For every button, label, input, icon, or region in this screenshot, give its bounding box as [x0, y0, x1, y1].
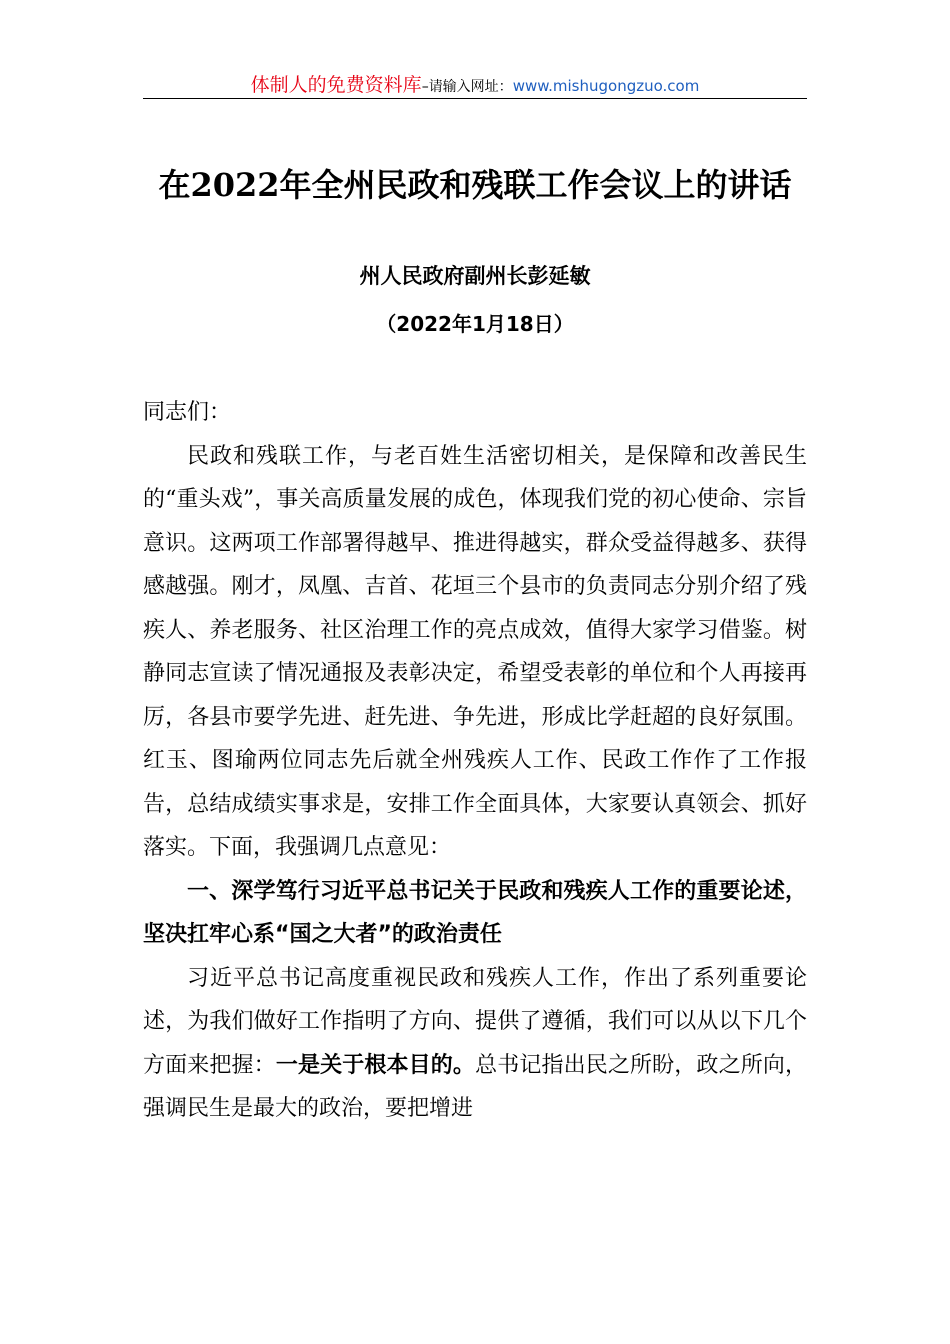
salutation: 同志们：	[143, 400, 232, 425]
section-heading-1: 一、深学笃行习近平总书记关于民政和残疾人工作的重要论述，坚决扛牢心系“国之大者”的政治责任	[143, 878, 807, 947]
site-header	[143, 70, 807, 99]
bold-point-label: 一是关于根本目的。	[275, 1052, 476, 1078]
document-title: 在2022年全州民政和残联工作会议上的讲话	[158, 166, 792, 204]
site-url-link[interactable]: www.mishugongzuo.com	[512, 77, 700, 95]
document-body	[143, 391, 807, 1131]
paragraph-intro: 民政和残联工作，与老百姓生活密切相关，是保障和改善民生的“重头戏”，事关高质量发展的成色，体现我们党的初心使命、宗旨意识。这两项工作部署得越早、推进得越实，群众受益得越多、获得感越强。刚才，凤凰、吉首、花垣三个县市的负责同志分别介绍了残疾人、养老服务、社区治理工作的亮点成效，值得大家学习借鉴。树静同志宣读了情况通报及表彰决定，希望受表彰的单位和个人再接再厉，各县市要学先进、赶先进、争先进，形成比学赶超的良好氛围。红玉、图瑜两位同志先后就全州残疾人工作、民政工作作了工作报告，总结成绩实事求是，安排工作全面具体，大家要认真领会、抓好落实。下面，我强调几点意见：	[143, 443, 807, 860]
site-brand: 体制人的免费资料库	[250, 74, 422, 96]
paragraph-text: 总书记指出民之所盼，政之所向，强调民生是最大的政治，要把增进	[143, 1052, 807, 1121]
document-author: 州人民政府副州长彭延敏	[359, 263, 591, 288]
document-date: （2022年1月18日）	[376, 312, 574, 336]
paragraph-section-1	[143, 957, 807, 1131]
url-prompt: –请输入网址：	[421, 79, 513, 95]
paragraph-text: 习近平总书记高度重视民政和残疾人工作，作出了系列重要论述，为我们做好工作指明了方向、提供了遵循，我们可以从以下几个方面来把握：	[143, 965, 807, 1078]
